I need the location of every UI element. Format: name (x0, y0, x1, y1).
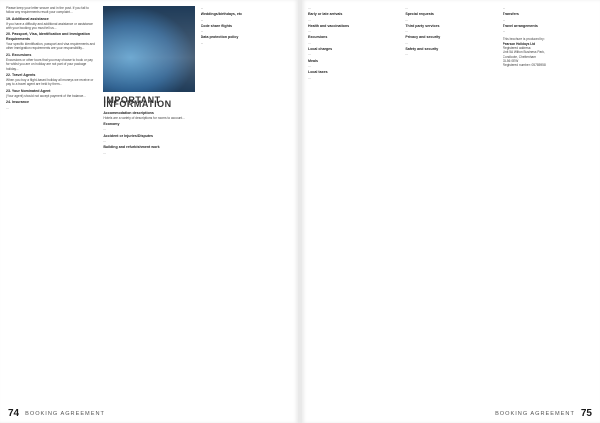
paragraph: ... (502, 17, 506, 22)
company-address-1: Registered address: (502, 46, 532, 51)
paragraph: ... (103, 150, 106, 155)
section-heading: 24. Insurance (6, 100, 29, 105)
company-intro: This brochure is produced by: (502, 37, 545, 42)
left-footer (8, 408, 290, 419)
right-col-2 (405, 6, 496, 403)
paragraph: ... (103, 139, 106, 144)
company-block (503, 37, 594, 67)
footer-label-left: BOOKING AGREEMENT (25, 410, 105, 417)
page-number-left: 74 (8, 408, 20, 419)
company-address-2: Unit 5A Wilton Business Park, (502, 50, 545, 55)
section-heading: Accident or Injuries/Disputes (103, 133, 154, 138)
paragraph: ... (200, 40, 204, 45)
section-heading: 20. Passport, Visa, Identification and Immigration Requirements (6, 32, 91, 41)
section-heading: Weddings/birthdays, etc (200, 12, 243, 17)
right-page (302, 0, 600, 423)
section-heading: Meals (308, 58, 318, 63)
paragraph: ... (308, 17, 311, 22)
footer-label-right: BOOKING AGREEMENT (495, 410, 575, 417)
paragraph: ... (405, 29, 408, 34)
left-col-2 (103, 6, 194, 403)
section-heading: Excursions (308, 35, 328, 40)
section-heading: Code share flights (200, 23, 233, 28)
paragraph: ... (308, 52, 311, 57)
left-page (0, 0, 298, 423)
paragraph: ... (405, 40, 408, 45)
paragraph: ... (502, 29, 506, 34)
paragraph: Please keep your letter secure and in the post. If you fail to follow any requirements result your complaint... (6, 6, 89, 15)
right-col-1 (308, 6, 399, 403)
page-title: IMPORTANT INFORMATION (103, 95, 172, 110)
paragraph: Your specific identification, passport and visa requirements and other immigration requirements are your responsibility... (6, 42, 96, 51)
paragraph: ... (308, 40, 311, 45)
paragraph: ... (405, 6, 408, 10)
left-columns (6, 6, 292, 403)
paragraph: ... (308, 75, 311, 80)
section-heading: 19. Additional assistance (6, 16, 49, 21)
section-heading: Privacy and security (405, 35, 441, 40)
section-heading: Transfers (502, 12, 519, 17)
section-heading: Local taxes (308, 70, 328, 75)
left-col-1 (6, 6, 97, 403)
paragraph: ... (200, 17, 204, 22)
paragraph: ... (405, 17, 408, 22)
section-heading: Data protection policy (200, 35, 239, 40)
company-address-3: Condicote, Cheltenham (502, 54, 536, 59)
paragraph: If you have a difficulty and additional assistance or assistance with your booking you must tell us... (6, 21, 93, 31)
page-number-right: 75 (580, 408, 592, 419)
photo-water (103, 6, 194, 92)
section-heading: Economy (103, 122, 120, 127)
section-heading: 22. Travel Agents (6, 72, 36, 77)
section-heading: Early or late arrivals (308, 12, 343, 17)
paragraph: ... (6, 105, 9, 110)
section-heading: Building and refurbishment work (103, 145, 160, 150)
paragraph: Excursions or other tours that you may choose to book or pay for whilst you are on holiday are not part of your package holiday... (6, 57, 93, 71)
paragraph: ... (103, 127, 106, 132)
left-col-2-text (103, 111, 194, 155)
right-footer (310, 408, 592, 419)
paragraph: When you buy a flight-based holiday all moneys we receive or pay to a travel agent are held by them... (6, 78, 94, 87)
photo-water-image (103, 6, 194, 92)
company-address-4: GL56 0EW (502, 58, 519, 63)
paragraph: ... (405, 52, 408, 57)
right-columns (308, 6, 594, 403)
paragraph: ... (502, 6, 506, 10)
paragraph: ... (308, 63, 311, 68)
section-heading: Third party services (405, 23, 440, 28)
paragraph: Hotels are a variety of descriptions for rooms to account... (103, 115, 185, 120)
right-col-3-text (503, 6, 594, 33)
left-col-3 (201, 6, 292, 403)
paragraph: ... (200, 6, 204, 10)
section-heading: Local charges (308, 47, 333, 52)
company-name: Pearson Holidays Ltd (502, 41, 536, 46)
section-heading: Health and vaccinations (308, 23, 350, 28)
section-heading: 21. Excursions (6, 52, 32, 57)
paragraph: (Your agent) should not accept payment of the balance... (6, 94, 86, 99)
paragraph: ... (308, 29, 311, 34)
section-heading: Accommodation descriptions (103, 110, 154, 115)
section-heading: Safety and security (405, 47, 439, 52)
right-col-3 (503, 6, 594, 403)
section-heading: Special requests (405, 12, 434, 17)
company-address-5: Registered number: 05785958 (502, 63, 546, 68)
paragraph: ... (308, 6, 311, 10)
section-heading: 23. Your Nominated Agent (6, 88, 51, 93)
section-heading: Travel arrangements (502, 23, 538, 28)
paragraph: ... (200, 29, 204, 34)
